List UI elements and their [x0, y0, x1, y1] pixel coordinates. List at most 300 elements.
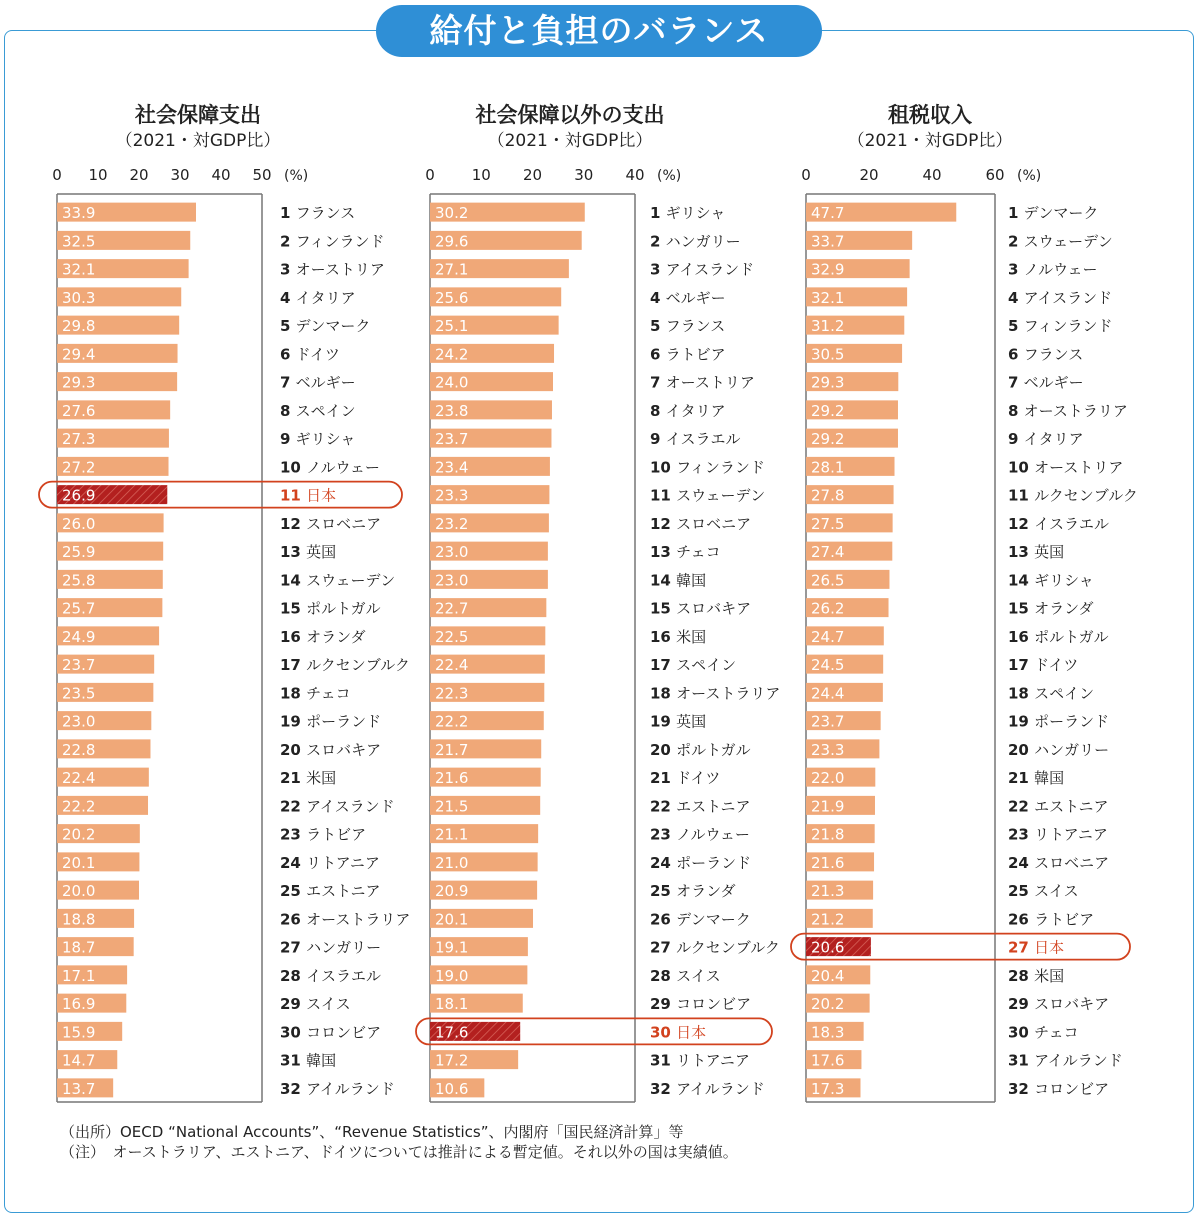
country-label	[650, 910, 751, 928]
country-name: ルクセンブルク	[676, 938, 780, 957]
bar-value-label: 27.8	[811, 486, 845, 505]
bar-value-label: 18.3	[811, 1023, 845, 1042]
rank-number: 24	[650, 853, 677, 872]
country-label	[1008, 1080, 1109, 1098]
country-name: ポーランド	[676, 853, 752, 872]
country-name: 英国	[676, 712, 707, 731]
country-name: スロベニア	[1034, 853, 1110, 872]
rank-number: 28	[280, 966, 307, 985]
bar-value-label: 17.6	[811, 1051, 845, 1070]
country-label	[1008, 345, 1083, 363]
bar-value-label: 28.1	[811, 458, 845, 477]
country-name: コロンビア	[676, 995, 752, 1014]
rank-number: 26	[650, 910, 677, 929]
rank-number: 8	[280, 401, 296, 420]
country-label	[280, 571, 395, 589]
country-name: スロバキア	[676, 599, 752, 618]
country-name: ラトビア	[306, 825, 367, 844]
x-tick-label: 0	[425, 166, 435, 184]
country-label	[1008, 232, 1113, 250]
bar-value-label: 47.7	[811, 204, 845, 223]
country-name: スロバキア	[306, 740, 382, 759]
country-name: コロンビア	[306, 1023, 382, 1042]
bar-value-label: 23.3	[435, 486, 469, 505]
rank-number: 9	[280, 430, 296, 449]
country-label	[280, 487, 336, 505]
bar-value-label: 17.2	[435, 1051, 469, 1070]
country-label	[280, 882, 381, 900]
rank-number: 17	[1008, 656, 1035, 675]
x-tick-label: 20	[522, 166, 543, 184]
country-label	[280, 515, 381, 533]
rank-number: 9	[1008, 430, 1024, 449]
country-label	[280, 826, 366, 844]
x-tick-label: 60	[985, 166, 1005, 184]
rank-number: 4	[280, 288, 296, 307]
country-name: スウェーデン	[1023, 232, 1113, 251]
country-name: ポーランド	[306, 712, 382, 731]
bar-value-label: 21.1	[435, 825, 469, 844]
x-tick-label: 20	[129, 166, 149, 184]
rank-number: 17	[650, 656, 677, 675]
bar-value-label: 21.6	[435, 769, 469, 788]
country-label	[1008, 487, 1138, 505]
country-name: リトアニア	[1034, 825, 1108, 844]
country-name: イスラエル	[1034, 514, 1109, 533]
rank-number: 1	[1008, 204, 1024, 223]
country-name: ノルウェー	[306, 458, 380, 477]
bar-value-label: 27.6	[62, 401, 96, 420]
country-name: チェコ	[676, 543, 721, 562]
country-name: スロバキア	[1034, 995, 1110, 1014]
rank-number: 10	[650, 458, 677, 477]
bar-value-label: 32.1	[62, 260, 96, 279]
country-name: 米国	[1034, 966, 1065, 985]
country-label	[1008, 600, 1094, 618]
country-name: イタリア	[295, 288, 356, 307]
rank-number: 7	[280, 373, 296, 392]
country-label	[280, 374, 356, 392]
bar-value-label: 21.6	[811, 853, 845, 872]
rank-number: 21	[650, 769, 677, 788]
country-label	[1008, 317, 1112, 335]
country-name: アイルランド	[676, 1079, 765, 1098]
country-label	[280, 741, 381, 759]
rank-number: 16	[650, 627, 677, 646]
bar-value-label: 27.2	[62, 458, 96, 477]
bar-value-label: 18.1	[435, 995, 469, 1014]
rank-number: 19	[1008, 712, 1035, 731]
bar-value-label: 24.0	[435, 373, 469, 392]
country-name: フランス	[665, 317, 726, 336]
bar-value-label: 22.4	[435, 656, 469, 675]
bar-value-label: 18.7	[62, 938, 96, 957]
rank-number: 25	[1008, 882, 1035, 901]
country-name: エストニア	[676, 797, 751, 816]
rank-number: 12	[280, 514, 307, 533]
country-name: リトアニア	[306, 853, 380, 872]
bar-value-label: 23.0	[62, 712, 96, 731]
country-label	[650, 854, 751, 872]
country-label	[650, 543, 721, 561]
country-name: ポルトガル	[306, 599, 381, 618]
country-label	[650, 515, 751, 533]
country-name: アイスランド	[665, 260, 755, 279]
country-label	[650, 995, 751, 1013]
country-name: リトアニア	[676, 1051, 750, 1070]
bar-value-label: 27.4	[811, 543, 845, 562]
rank-number: 20	[650, 740, 677, 759]
bar-value-label: 16.9	[62, 995, 96, 1014]
country-label	[650, 345, 726, 363]
x-tick-label: 40	[922, 166, 942, 184]
rank-number: 14	[650, 571, 677, 590]
country-name: オーストラリア	[306, 910, 411, 929]
country-name: 英国	[306, 543, 337, 562]
x-tick-label: 30	[574, 166, 594, 184]
rank-number: 1	[280, 204, 296, 223]
country-label	[650, 967, 721, 985]
bar-value-label: 24.4	[811, 684, 845, 703]
x-tick-label: 10	[88, 166, 108, 184]
country-name: ベルギー	[665, 288, 726, 307]
rank-number: 29	[280, 995, 307, 1014]
rank-number: 32	[280, 1079, 307, 1098]
bar-value-label: 20.4	[811, 966, 845, 985]
bar-value-label: 32.1	[811, 288, 845, 307]
bar-value-label: 32.5	[62, 232, 96, 251]
bar-value-label: 26.5	[811, 571, 845, 590]
country-name: スウェーデン	[306, 571, 396, 590]
bar-value-label: 30.5	[811, 345, 845, 364]
bar-value-label: 29.3	[811, 373, 845, 392]
rank-number: 22	[650, 797, 677, 816]
country-name: デンマーク	[1023, 204, 1099, 223]
bar-value-label: 30.3	[62, 288, 96, 307]
country-label	[1008, 939, 1064, 957]
country-label	[1008, 854, 1109, 872]
rank-number: 22	[280, 797, 307, 816]
bar-value-label: 14.7	[62, 1051, 96, 1070]
rank-number: 3	[280, 260, 296, 279]
bar-value-label: 24.5	[811, 656, 845, 675]
country-label	[1008, 797, 1109, 815]
rank-number: 19	[280, 712, 307, 731]
bar-value-label: 26.0	[62, 514, 96, 533]
rank-number: 3	[1008, 260, 1024, 279]
bar-value-label: 21.9	[811, 797, 845, 816]
country-label	[1008, 1052, 1123, 1070]
x-tick-label: 30	[170, 166, 190, 184]
bar-value-label: 25.9	[62, 543, 96, 562]
bar-value-label: 23.7	[435, 430, 469, 449]
bar-value-label: 23.7	[811, 712, 845, 731]
country-label	[280, 232, 384, 250]
country-label	[280, 713, 381, 731]
rank-number: 13	[280, 543, 307, 562]
country-name: スイス	[1034, 882, 1079, 901]
country-label	[1008, 458, 1123, 476]
country-label	[650, 317, 725, 335]
country-label	[650, 261, 754, 279]
country-name: スイス	[676, 966, 721, 985]
rank-number: 22	[1008, 797, 1035, 816]
rank-number: 26	[280, 910, 307, 929]
country-name: オーストリア	[665, 373, 755, 392]
rank-number: 11	[280, 486, 307, 505]
chart-subtitle: （2021・対GDP比）	[487, 131, 653, 151]
bar-value-label: 25.6	[435, 288, 469, 307]
rank-number: 27	[650, 938, 677, 957]
rank-number: 23	[280, 825, 307, 844]
country-label	[650, 769, 720, 787]
bar-value-label: 24.7	[811, 627, 845, 646]
country-label	[1008, 515, 1109, 533]
country-label	[1008, 1023, 1079, 1041]
country-label	[650, 571, 706, 589]
country-name: 日本	[1034, 938, 1065, 957]
bar-value-label: 23.8	[435, 401, 469, 420]
country-label	[280, 628, 366, 646]
country-label	[1008, 656, 1078, 674]
country-name: スロベニア	[676, 514, 752, 533]
country-name: イタリア	[665, 401, 726, 420]
rank-number: 23	[650, 825, 677, 844]
rank-number: 25	[650, 882, 677, 901]
country-name: 米国	[306, 769, 337, 788]
rank-number: 6	[280, 345, 296, 364]
country-label	[650, 600, 751, 618]
bar-value-label: 25.1	[435, 317, 469, 336]
bar-value-label: 23.0	[435, 571, 469, 590]
country-name: ベルギー	[1023, 373, 1084, 392]
country-name: 日本	[676, 1023, 707, 1042]
rank-number: 4	[1008, 288, 1024, 307]
bar-value-label: 21.3	[811, 882, 845, 901]
country-name: アイスランド	[1023, 288, 1113, 307]
rank-number: 16	[1008, 627, 1035, 646]
country-name: オーストリア	[1034, 458, 1124, 477]
country-label	[280, 430, 355, 448]
country-name: アイルランド	[1034, 1051, 1123, 1070]
rank-number: 30	[1008, 1023, 1035, 1042]
rank-number: 30	[280, 1023, 307, 1042]
rank-number: 2	[650, 232, 666, 251]
chart-title: 租税収入	[888, 103, 972, 127]
country-label	[650, 458, 765, 476]
bar-value-label: 17.1	[62, 966, 96, 985]
bar-value-label: 19.0	[435, 966, 469, 985]
country-name: スペイン	[676, 656, 737, 675]
country-label	[1008, 628, 1109, 646]
country-name: 日本	[306, 486, 337, 505]
country-label	[280, 939, 381, 957]
rank-number: 3	[650, 260, 666, 279]
country-label	[650, 713, 706, 731]
bar-value-label: 29.6	[435, 232, 469, 251]
country-label	[280, 656, 410, 674]
country-label	[650, 430, 741, 448]
footnotes	[60, 1122, 738, 1162]
country-name: チェコ	[1034, 1023, 1079, 1042]
x-tick-label: 20	[859, 166, 879, 184]
country-label	[280, 317, 370, 335]
rank-number: 18	[280, 684, 307, 703]
bar-value-label: 32.9	[811, 260, 845, 279]
unit-label: (%)	[284, 168, 309, 184]
rank-number: 15	[650, 599, 677, 618]
bar-value-label: 23.7	[62, 656, 96, 675]
country-name: ポルトガル	[676, 740, 751, 759]
x-tick-label: 0	[52, 166, 62, 184]
rank-number: 25	[280, 882, 307, 901]
country-label	[650, 628, 706, 646]
rank-number: 28	[1008, 966, 1035, 985]
bar-value-label: 23.4	[435, 458, 469, 477]
bar-value-label: 15.9	[62, 1023, 96, 1042]
rank-number: 30	[650, 1023, 677, 1042]
rank-number: 1	[650, 204, 666, 223]
country-name: スペイン	[1034, 684, 1095, 703]
bar-value-label: 22.3	[435, 684, 469, 703]
country-label	[1008, 543, 1064, 561]
country-label	[1008, 995, 1109, 1013]
rank-number: 9	[650, 430, 666, 449]
country-label	[650, 684, 780, 702]
rank-number: 4	[650, 288, 666, 307]
bar-value-label: 22.2	[435, 712, 469, 731]
rank-number: 7	[1008, 373, 1024, 392]
bar-value-label: 31.2	[811, 317, 845, 336]
rank-number: 24	[1008, 853, 1035, 872]
rank-number: 18	[1008, 684, 1035, 703]
unit-label: (%)	[1017, 168, 1042, 184]
country-label	[650, 289, 726, 307]
bar-value-label: 22.7	[435, 599, 469, 618]
country-label	[280, 204, 355, 222]
rank-number: 11	[650, 486, 677, 505]
rank-number: 10	[280, 458, 307, 477]
country-name: ラトビア	[665, 345, 726, 364]
rank-number: 14	[1008, 571, 1035, 590]
rank-number: 27	[1008, 938, 1035, 957]
rank-number: 13	[1008, 543, 1035, 562]
bar-value-label: 26.2	[811, 599, 845, 618]
country-label	[280, 1052, 336, 1070]
rank-number: 5	[280, 317, 296, 336]
country-label	[650, 1080, 765, 1098]
bar-value-label: 21.7	[435, 740, 469, 759]
chart-subtitle: （2021・対GDP比）	[115, 131, 281, 151]
bar-value-label: 24.2	[435, 345, 469, 364]
bar-value-label: 20.1	[62, 853, 96, 872]
bar-value-label: 20.2	[62, 825, 96, 844]
bar-value-label: 21.8	[811, 825, 845, 844]
bar-value-label: 27.3	[62, 430, 96, 449]
bar-value-label: 17.6	[435, 1023, 469, 1042]
country-name: ギリシャ	[665, 204, 726, 223]
bar-value-label: 27.1	[435, 260, 469, 279]
country-name: 韓国	[676, 571, 707, 590]
country-name: ラトビア	[1034, 910, 1095, 929]
bar-value-label: 13.7	[62, 1079, 96, 1098]
rank-number: 18	[650, 684, 677, 703]
bar-value-label: 30.2	[435, 204, 469, 223]
country-label	[280, 402, 356, 420]
country-label	[280, 1080, 395, 1098]
bar-value-label: 21.2	[811, 910, 845, 929]
bar-value-label: 20.6	[811, 938, 845, 957]
rank-number: 10	[1008, 458, 1035, 477]
country-name: フィンランド	[1023, 317, 1113, 336]
country-label	[650, 741, 751, 759]
bar-value-label: 20.2	[811, 995, 845, 1014]
country-label	[1008, 204, 1098, 222]
bar-value-label: 22.4	[62, 769, 96, 788]
bar-value-label: 23.3	[811, 740, 845, 759]
rank-number: 21	[1008, 769, 1035, 788]
bar-value-label: 18.8	[62, 910, 96, 929]
country-name: オーストラリア	[676, 684, 781, 703]
bar-value-label: 23.2	[435, 514, 469, 533]
country-label	[1008, 910, 1094, 928]
bar-value-label: 22.0	[811, 769, 845, 788]
country-label	[1008, 289, 1112, 307]
country-label	[1008, 882, 1079, 900]
country-label	[650, 374, 755, 392]
country-name: デンマーク	[295, 317, 371, 336]
bar-value-label: 21.0	[435, 853, 469, 872]
bar-value-label: 22.2	[62, 797, 96, 816]
bar-value-label: 25.8	[62, 571, 96, 590]
bar-value-label: 20.9	[435, 882, 469, 901]
bar-value-label: 29.4	[62, 345, 96, 364]
rank-number: 7	[650, 373, 666, 392]
country-name: イタリア	[1023, 430, 1084, 449]
country-name: ノルウェー	[1023, 260, 1098, 279]
country-name: スイス	[306, 995, 351, 1014]
country-name: イスラエル	[665, 430, 741, 449]
country-label	[280, 600, 381, 618]
rank-number: 28	[650, 966, 677, 985]
country-name: アイルランド	[306, 1079, 395, 1098]
country-name: エストニア	[1034, 797, 1109, 816]
country-name: ギリシャ	[1034, 571, 1094, 590]
country-name: 韓国	[306, 1051, 337, 1070]
bar-value-label: 29.3	[62, 373, 96, 392]
rank-number: 32	[650, 1079, 677, 1098]
country-name: オーストラリア	[1023, 401, 1128, 420]
rank-number: 12	[650, 514, 677, 533]
country-label	[1008, 374, 1084, 392]
bar-value-label: 22.5	[435, 627, 469, 646]
rank-number: 16	[280, 627, 307, 646]
country-name: 韓国	[1034, 769, 1065, 788]
country-label	[1008, 713, 1109, 731]
country-name: ドイツ	[676, 769, 721, 788]
x-tick-label: 40	[211, 166, 231, 184]
country-label	[650, 1023, 706, 1041]
country-name: ポーランド	[1034, 712, 1110, 731]
country-label	[280, 854, 380, 872]
country-label	[280, 458, 380, 476]
country-label	[280, 289, 356, 307]
rank-number: 23	[1008, 825, 1035, 844]
country-name: オランダ	[1034, 599, 1094, 618]
country-name: オーストリア	[295, 260, 385, 279]
country-label	[1008, 826, 1108, 844]
country-label	[280, 345, 340, 363]
